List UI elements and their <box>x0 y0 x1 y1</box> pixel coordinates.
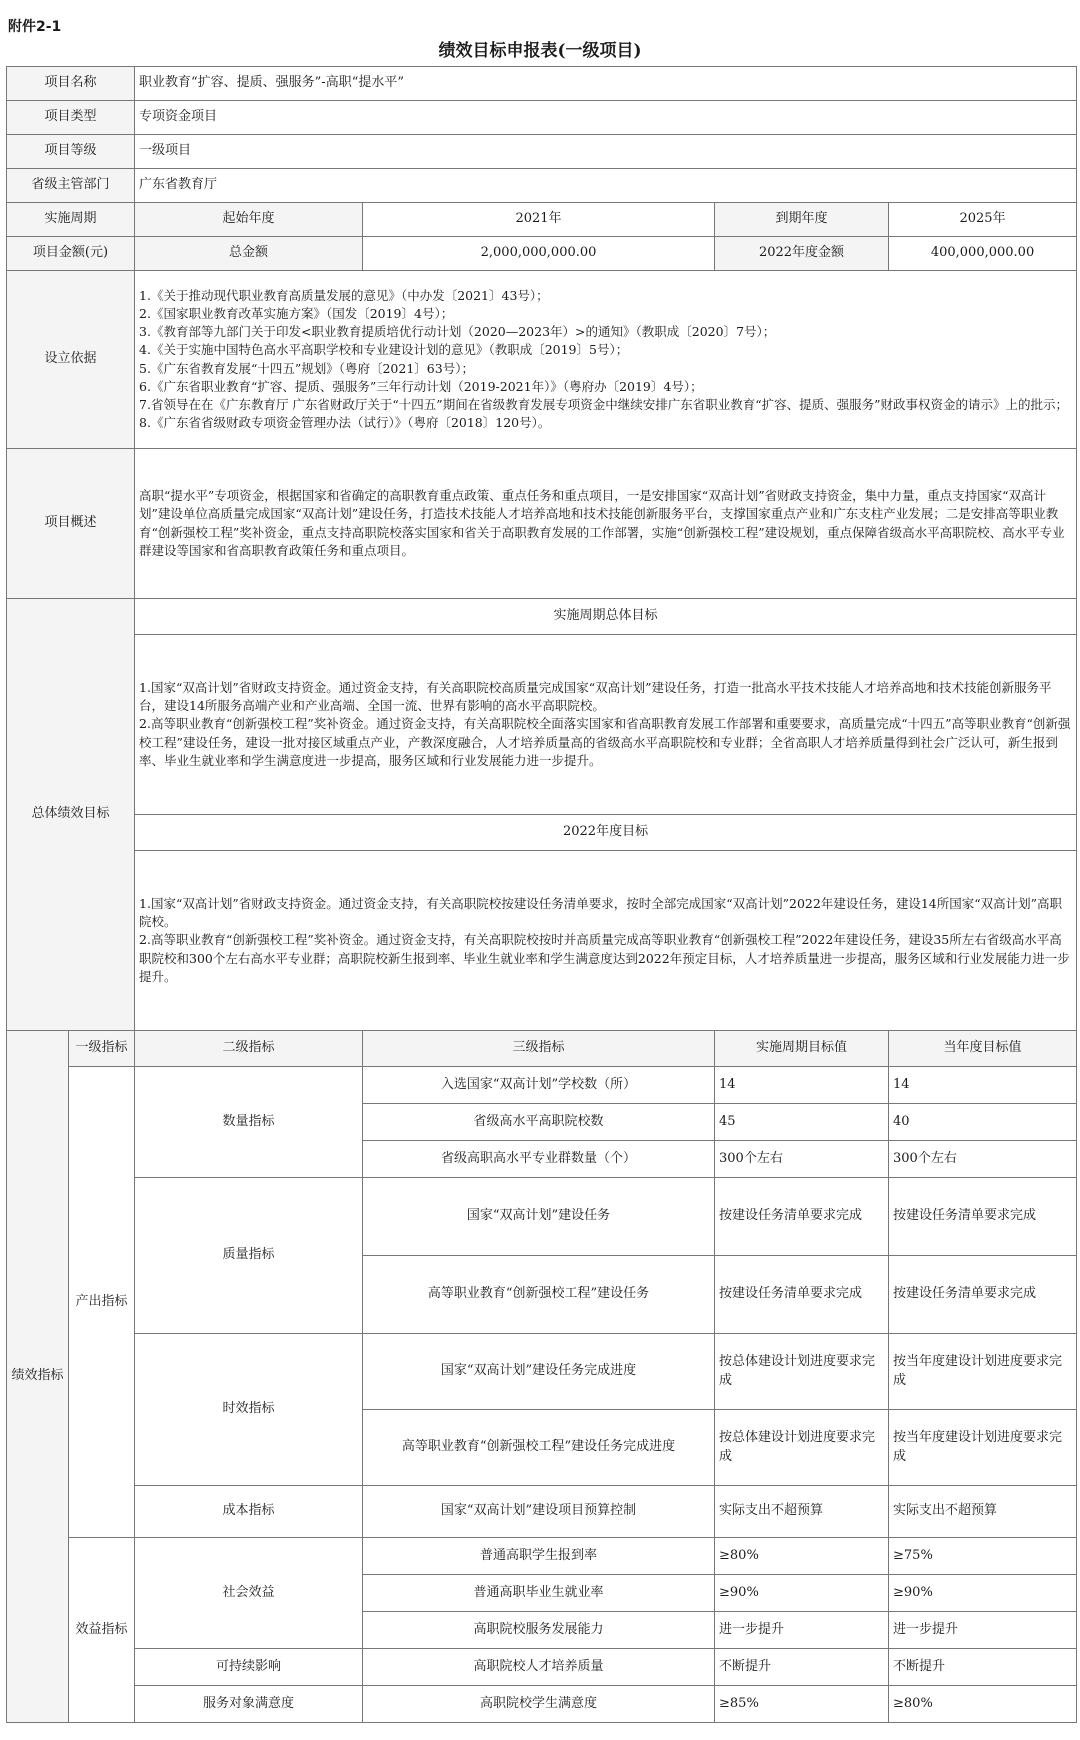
end-year-label: 到期年度 <box>715 203 889 237</box>
department-label: 省级主管部门 <box>7 169 135 203</box>
basis-item: 5.《广东省教育发展“十四五”规划》（粤府〔2021〕63号）； <box>139 360 474 376</box>
output-indicator-label: 产出指标 <box>69 1067 135 1538</box>
indicators-label: 绩效指标 <box>7 1031 69 1723</box>
indicator-name: 国家“双高计划”建设任务完成进度 <box>363 1334 715 1410</box>
indicator-period-value: 实际支出不超预算 <box>715 1486 889 1538</box>
indicator-period-value: ≥80% <box>715 1538 889 1575</box>
indicator-period-value: 按总体建设计划进度要求完成 <box>715 1410 889 1486</box>
indicator-name: 省级高水平高职院校数 <box>363 1104 715 1141</box>
indicator-year-value: 不断提升 <box>889 1649 1077 1686</box>
indicator-name: 国家“双高计划”建设项目预算控制 <box>363 1486 715 1538</box>
project-type-label: 项目类型 <box>7 101 135 135</box>
form-title: 绩效目标申报表(一级项目) <box>438 41 642 61</box>
indicator-period-value: 按建设任务清单要求完成 <box>715 1178 889 1256</box>
period-label: 实施周期 <box>7 203 135 237</box>
cost-indicator-label: 成本指标 <box>135 1486 363 1538</box>
period-goal-text <box>135 635 1077 815</box>
basis-item: 4.《关于实施中国特色高水平高职学校和专业建设计划的意见》（教职成〔2019〕5号）； <box>139 342 629 358</box>
basis-label: 设立依据 <box>7 271 135 449</box>
indicator-period-value: 按总体建设计划进度要求完成 <box>715 1334 889 1410</box>
indicator-period-value: ≥90% <box>715 1575 889 1612</box>
indicator-year-value: 按建设任务清单要求完成 <box>889 1256 1077 1334</box>
indicator-name: 高等职业教育“创新强校工程”建设任务完成进度 <box>363 1410 715 1486</box>
project-name-label: 项目名称 <box>7 67 135 101</box>
year-amount-value: 400,000,000.00 <box>889 237 1077 271</box>
end-year-value: 2025年 <box>889 203 1077 237</box>
indicator-period-value: ≥85% <box>715 1686 889 1723</box>
indicator-year-value: 14 <box>889 1067 1077 1104</box>
indicator-name: 高等职业教育“创新强校工程”建设任务 <box>363 1256 715 1334</box>
indicator-period-value: 14 <box>715 1067 889 1104</box>
indicator-name: 国家“双高计划”建设任务 <box>363 1178 715 1256</box>
indicator-name: 高职院校学生满意度 <box>363 1686 715 1723</box>
start-year-label: 起始年度 <box>135 203 363 237</box>
indicator-year-value: ≥90% <box>889 1575 1077 1612</box>
overview-text: 高职“提水平”专项资金，根据国家和省确定的高职教育重点政策、重点任务和重点项目，一是安排国家“双高计划”省财政支持资金，集中力量，重点支持国家“双高计划”建设单位高质量完成国家“双高计划”建设任务，打造技术技能人才培养高地和技术技能创新服务平台，支撑国家重点产业和广东支柱产业发展；二是安排高等职业教育“创新强校工程”奖补资金，重点支持高职院校落实国家和省关于高职教育发展的工作部署，实施“创新强校工程”建设规划，重点保障省级高水平高职院校、高水平专业群建设等国家和省高职教育政策任务和重点项目。 <box>135 449 1077 599</box>
basis-list <box>135 271 1077 449</box>
quantity-indicator-label: 数量指标 <box>135 1067 363 1178</box>
project-type-value: 专项资金项目 <box>135 101 1077 135</box>
basis-item: 1.《关于推动现代职业教育高质量发展的意见》（中办发〔2021〕43号）； <box>139 288 549 303</box>
header-period-target: 实施周期目标值 <box>715 1031 889 1067</box>
header-level1: 一级指标 <box>69 1031 135 1067</box>
performance-target-table <box>6 66 1077 1723</box>
indicator-year-value: 按当年度建设计划进度要求完成 <box>889 1334 1077 1410</box>
year-goal-item: 2.高等职业教育“创新强校工程”奖补资金。通过资金支持，有关高职院校按时并高质量完成高等职业教育“创新强校工程”2022年建设任务，建设35所左右省级高水平高职院校和300个左右高水平专业群；高职院校新生报到率、毕业生就业率和学生满意度达到2022年预定目标，人才培养质量进一步提高，服务区域和行业发展能力进一步提升。 <box>139 932 1070 984</box>
period-goal-header: 实施周期总体目标 <box>135 599 1077 635</box>
indicator-name: 省级高职高水平专业群数量（个） <box>363 1141 715 1178</box>
attachment-label: 附件2-1 <box>8 19 62 35</box>
basis-item: 2.《国家职业教育改革实施方案》（国发〔2019〕4号）； <box>139 306 454 322</box>
amount-label: 项目金额(元) <box>7 237 135 271</box>
project-level-label: 项目等级 <box>7 135 135 169</box>
indicator-period-value: 进一步提升 <box>715 1612 889 1649</box>
basis-item: 7.省领导在在《广东教育厅 广东省财政厅关于“十四五”期间在省级教育发展专项资金中继续安排广东省职业教育“扩容、提质、强服务”财政事权资金的请示》上的批示； <box>139 396 1068 412</box>
indicator-year-value: 进一步提升 <box>889 1612 1077 1649</box>
indicator-year-value: ≥80% <box>889 1686 1077 1723</box>
header-year-target: 当年度目标值 <box>889 1031 1077 1067</box>
indicator-name: 高职院校人才培养质量 <box>363 1649 715 1686</box>
total-amount-label: 总金额 <box>135 237 363 271</box>
indicator-name: 普通高职学生报到率 <box>363 1538 715 1575</box>
department-value: 广东省教育厅 <box>135 169 1077 203</box>
indicator-name: 入选国家“双高计划”学校数（所） <box>363 1067 715 1104</box>
basis-item: 6.《广东省职业教育“扩容、提质、强服务”三年行动计划（2019-2021年）》（粤府办〔2019〕4号）； <box>139 378 703 394</box>
indicator-year-value: 按建设任务清单要求完成 <box>889 1178 1077 1256</box>
overall-goal-label: 总体绩效目标 <box>7 599 135 1031</box>
header-level3: 三级指标 <box>363 1031 715 1067</box>
social-benefit-label: 社会效益 <box>135 1538 363 1649</box>
indicator-year-value: ≥75% <box>889 1538 1077 1575</box>
project-level-value: 一级项目 <box>135 135 1077 169</box>
basis-item: 3.《教育部等九部门关于印发<职业教育提质培优行动计划（2020—2023年）>的通知》（教职成〔2020〕7号）； <box>139 324 776 340</box>
year-goal-item: 1.国家“双高计划”省财政支持资金。通过资金支持，有关高职院校按建设任务清单要求，按时全部完成国家“双高计划”2022年建设任务，建设14所国家“双高计划”高职院校。 <box>139 896 1063 930</box>
indicator-year-value: 按当年度建设计划进度要求完成 <box>889 1410 1077 1486</box>
indicator-period-value: 45 <box>715 1104 889 1141</box>
satisfaction-label: 服务对象满意度 <box>135 1686 363 1723</box>
total-amount-value: 2,000,000,000.00 <box>363 237 715 271</box>
period-goal-item: 2.高等职业教育“创新强校工程”奖补资金。通过资金支持，有关高职院校全面落实国家和省高职教育发展工作部署和重要要求，高质量完成“十四五”高等职业教育“创新强校工程”建设任务，建设一批对接区域重点产业，产教深度融合，人才培养质量高的省级高水平高职院校和专业群；全省高职人才培养质量得到社会广泛认可，新生报到率、毕业生就业率和学生满意度进一步提高，服务区域和行业发展能力进一步提升。 <box>139 716 1071 768</box>
period-goal-item: 1.国家“双高计划”省财政支持资金。通过资金支持，有关高职院校高质量完成国家“双高计划”建设任务，打造一批高水平技术技能人才培养高地和技术技能创新服务平台，建设14所服务高端产业和产业高端、全国一流、世界有影响的高水平高职院校。 <box>139 680 1052 714</box>
indicator-period-value: 300个左右 <box>715 1141 889 1178</box>
project-name-value: 职业教育“扩容、提质、强服务”-高职“提水平” <box>135 67 1077 101</box>
indicator-year-value: 300个左右 <box>889 1141 1077 1178</box>
benefit-indicator-label: 效益指标 <box>69 1538 135 1723</box>
year-goal-header: 2022年度目标 <box>135 815 1077 851</box>
timeliness-indicator-label: 时效指标 <box>135 1334 363 1486</box>
quality-indicator-label: 质量指标 <box>135 1178 363 1334</box>
year-amount-label: 2022年度金额 <box>715 237 889 271</box>
indicator-period-value: 不断提升 <box>715 1649 889 1686</box>
basis-item: 8.《广东省省级财政专项资金管理办法（试行）》（粤府〔2018〕120号）。 <box>139 414 551 430</box>
indicator-period-value: 按建设任务清单要求完成 <box>715 1256 889 1334</box>
indicator-name: 普通高职毕业生就业率 <box>363 1575 715 1612</box>
sustainability-label: 可持续影响 <box>135 1649 363 1686</box>
indicator-year-value: 实际支出不超预算 <box>889 1486 1077 1538</box>
overview-label: 项目概述 <box>7 449 135 599</box>
header-level2: 二级指标 <box>135 1031 363 1067</box>
indicator-year-value: 40 <box>889 1104 1077 1141</box>
indicator-name: 高职院校服务发展能力 <box>363 1612 715 1649</box>
year-goal-text <box>135 851 1077 1031</box>
start-year-value: 2021年 <box>363 203 715 237</box>
